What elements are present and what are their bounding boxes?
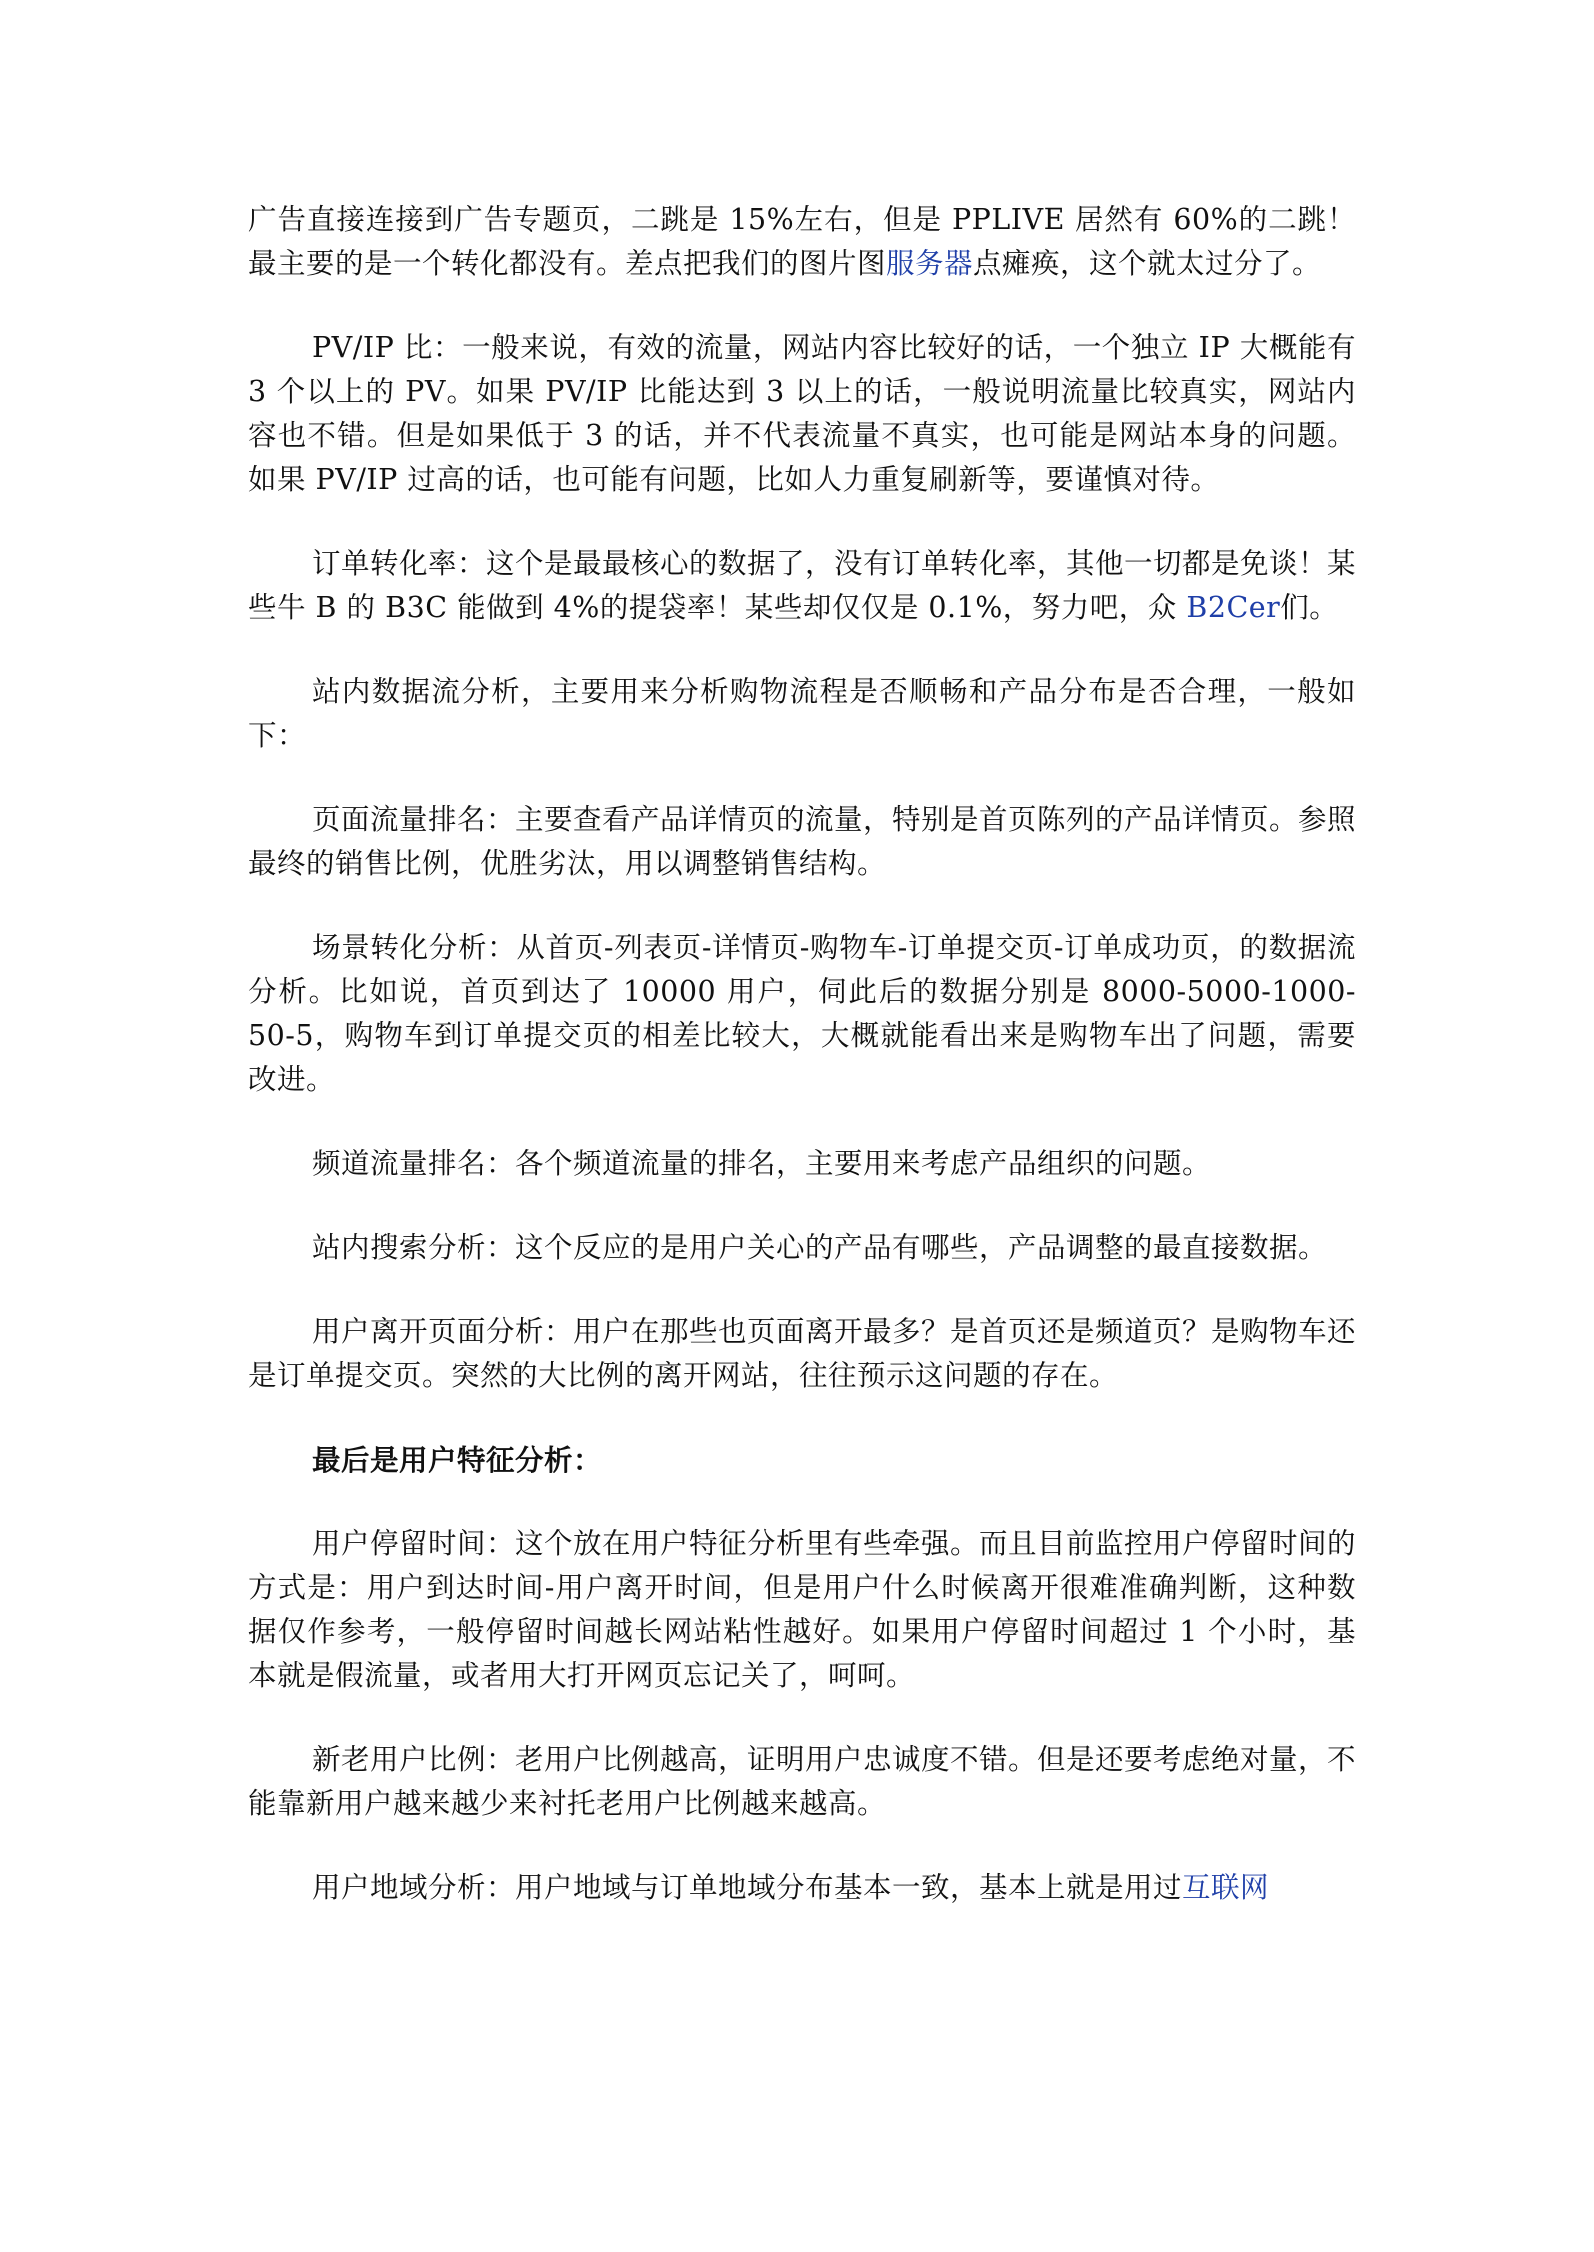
paragraph-new-returning-users <box>248 1738 1356 1826</box>
text-segment: 站内数据流分析，主要用来分析购物流程是否顺畅和产品分布是否合理，一般如下： <box>248 675 1356 752</box>
link-internet[interactable]: 互联网 <box>1182 1871 1270 1904</box>
text-segment: 用户地域分析：用户地域与订单地域分布基本一致，基本上就是用过 <box>312 1871 1183 1904</box>
text-segment: 场景转化分析：从首页-列表页-详情页-购物车-订单提交页-订单成功页，的数据流分析。比如说，首页到达了 10000 用户，伺此后的数据分别是 8000-5000-1000-50-5，购物车到订单提交页的相差比较大，大概就能看出来是购物车出了问题，需要改进。 <box>248 931 1356 1096</box>
paragraph-pv-ip-ratio <box>248 326 1356 502</box>
text-segment: 点瘫痪，这个就太过分了。 <box>973 247 1322 280</box>
text-segment: 站内搜索分析：这个反应的是用户关心的产品有哪些，产品调整的最直接数据。 <box>312 1231 1328 1264</box>
paragraph-site-search <box>248 1226 1356 1270</box>
heading-text: 最后是用户特征分析： <box>312 1443 603 1477</box>
text-segment: 用户离开页面分析：用户在那些也页面离开最多？是首页还是频道页？是购物车还是订单提交页。突然的大比例的离开网站，往往预示这问题的存在。 <box>248 1315 1357 1392</box>
paragraph-dwell-time <box>248 1522 1356 1698</box>
text-segment: 新老用户比例：老用户比例越高，证明用户忠诚度不错。但是还要考虑绝对量，不能靠新用户越来越少来衬托老用户比例越来越高。 <box>248 1743 1357 1820</box>
text-segment: 们。 <box>1280 591 1339 624</box>
section-heading-user-features <box>248 1438 1356 1482</box>
text-segment: 频道流量排名：各个频道流量的排名，主要用来考虑产品组织的问题。 <box>312 1147 1212 1180</box>
link-server[interactable]: 服务器 <box>886 247 974 280</box>
paragraph-exit-page <box>248 1310 1356 1398</box>
link-b2cer[interactable]: B2Cer <box>1186 591 1281 624</box>
paragraph-channel-ranking <box>248 1142 1356 1186</box>
text-segment: 订单转化率：这个是最最核心的数据了，没有订单转化率，其他一切都是免谈！某些牛 B 的 B3C 能做到 4%的提袋率！某些却仅仅是 0.1%，努力吧，众 <box>248 547 1357 624</box>
text-segment: PV/IP 比：一般来说，有效的流量，网站内容比较好的话，一个独立 IP 大概能有 3 个以上的 PV。如果 PV/IP 比能达到 3 以上的话，一般说明流量比较真实，网站内容也不错。但是如果低于 3 的话，并不代表流量不真实，也可能是网站本身的问题。如果 PV/IP 过高的话，也可能有问题，比如人力重复刷新等，要谨慎对待。 <box>248 331 1356 496</box>
paragraph-user-region <box>248 1866 1356 1910</box>
text-segment: 页面流量排名：主要查看产品详情页的流量，特别是首页陈列的产品详情页。参照最终的销售比例，优胜劣汰，用以调整销售结构。 <box>248 803 1357 880</box>
text-segment: 用户停留时间：这个放在用户特征分析里有些牵强。而且目前监控用户停留时间的方式是：用户到达时间-用户离开时间，但是用户什么时候离开很难准确判断，这种数据仅作参考，一般停留时间越长网站粘性越好。如果用户停留时间超过 1 个小时，基本就是假流量，或者用大打开网页忘记关了，呵呵。 <box>248 1527 1357 1692</box>
text-segment: 广告直接连接到广告专题页，二跳是 15%左右，但是 PPLIVE 居然有 60%的二跳！最主要的是一个转化都没有。差点把我们的图片图 <box>248 203 1356 280</box>
paragraph-scenario-conversion <box>248 926 1356 1102</box>
document-body <box>248 198 1356 1910</box>
paragraph-data-flow-intro <box>248 670 1356 758</box>
paragraph-ad-bounce <box>248 198 1356 286</box>
paragraph-order-conversion <box>248 542 1356 630</box>
paragraph-page-traffic-ranking <box>248 798 1356 886</box>
